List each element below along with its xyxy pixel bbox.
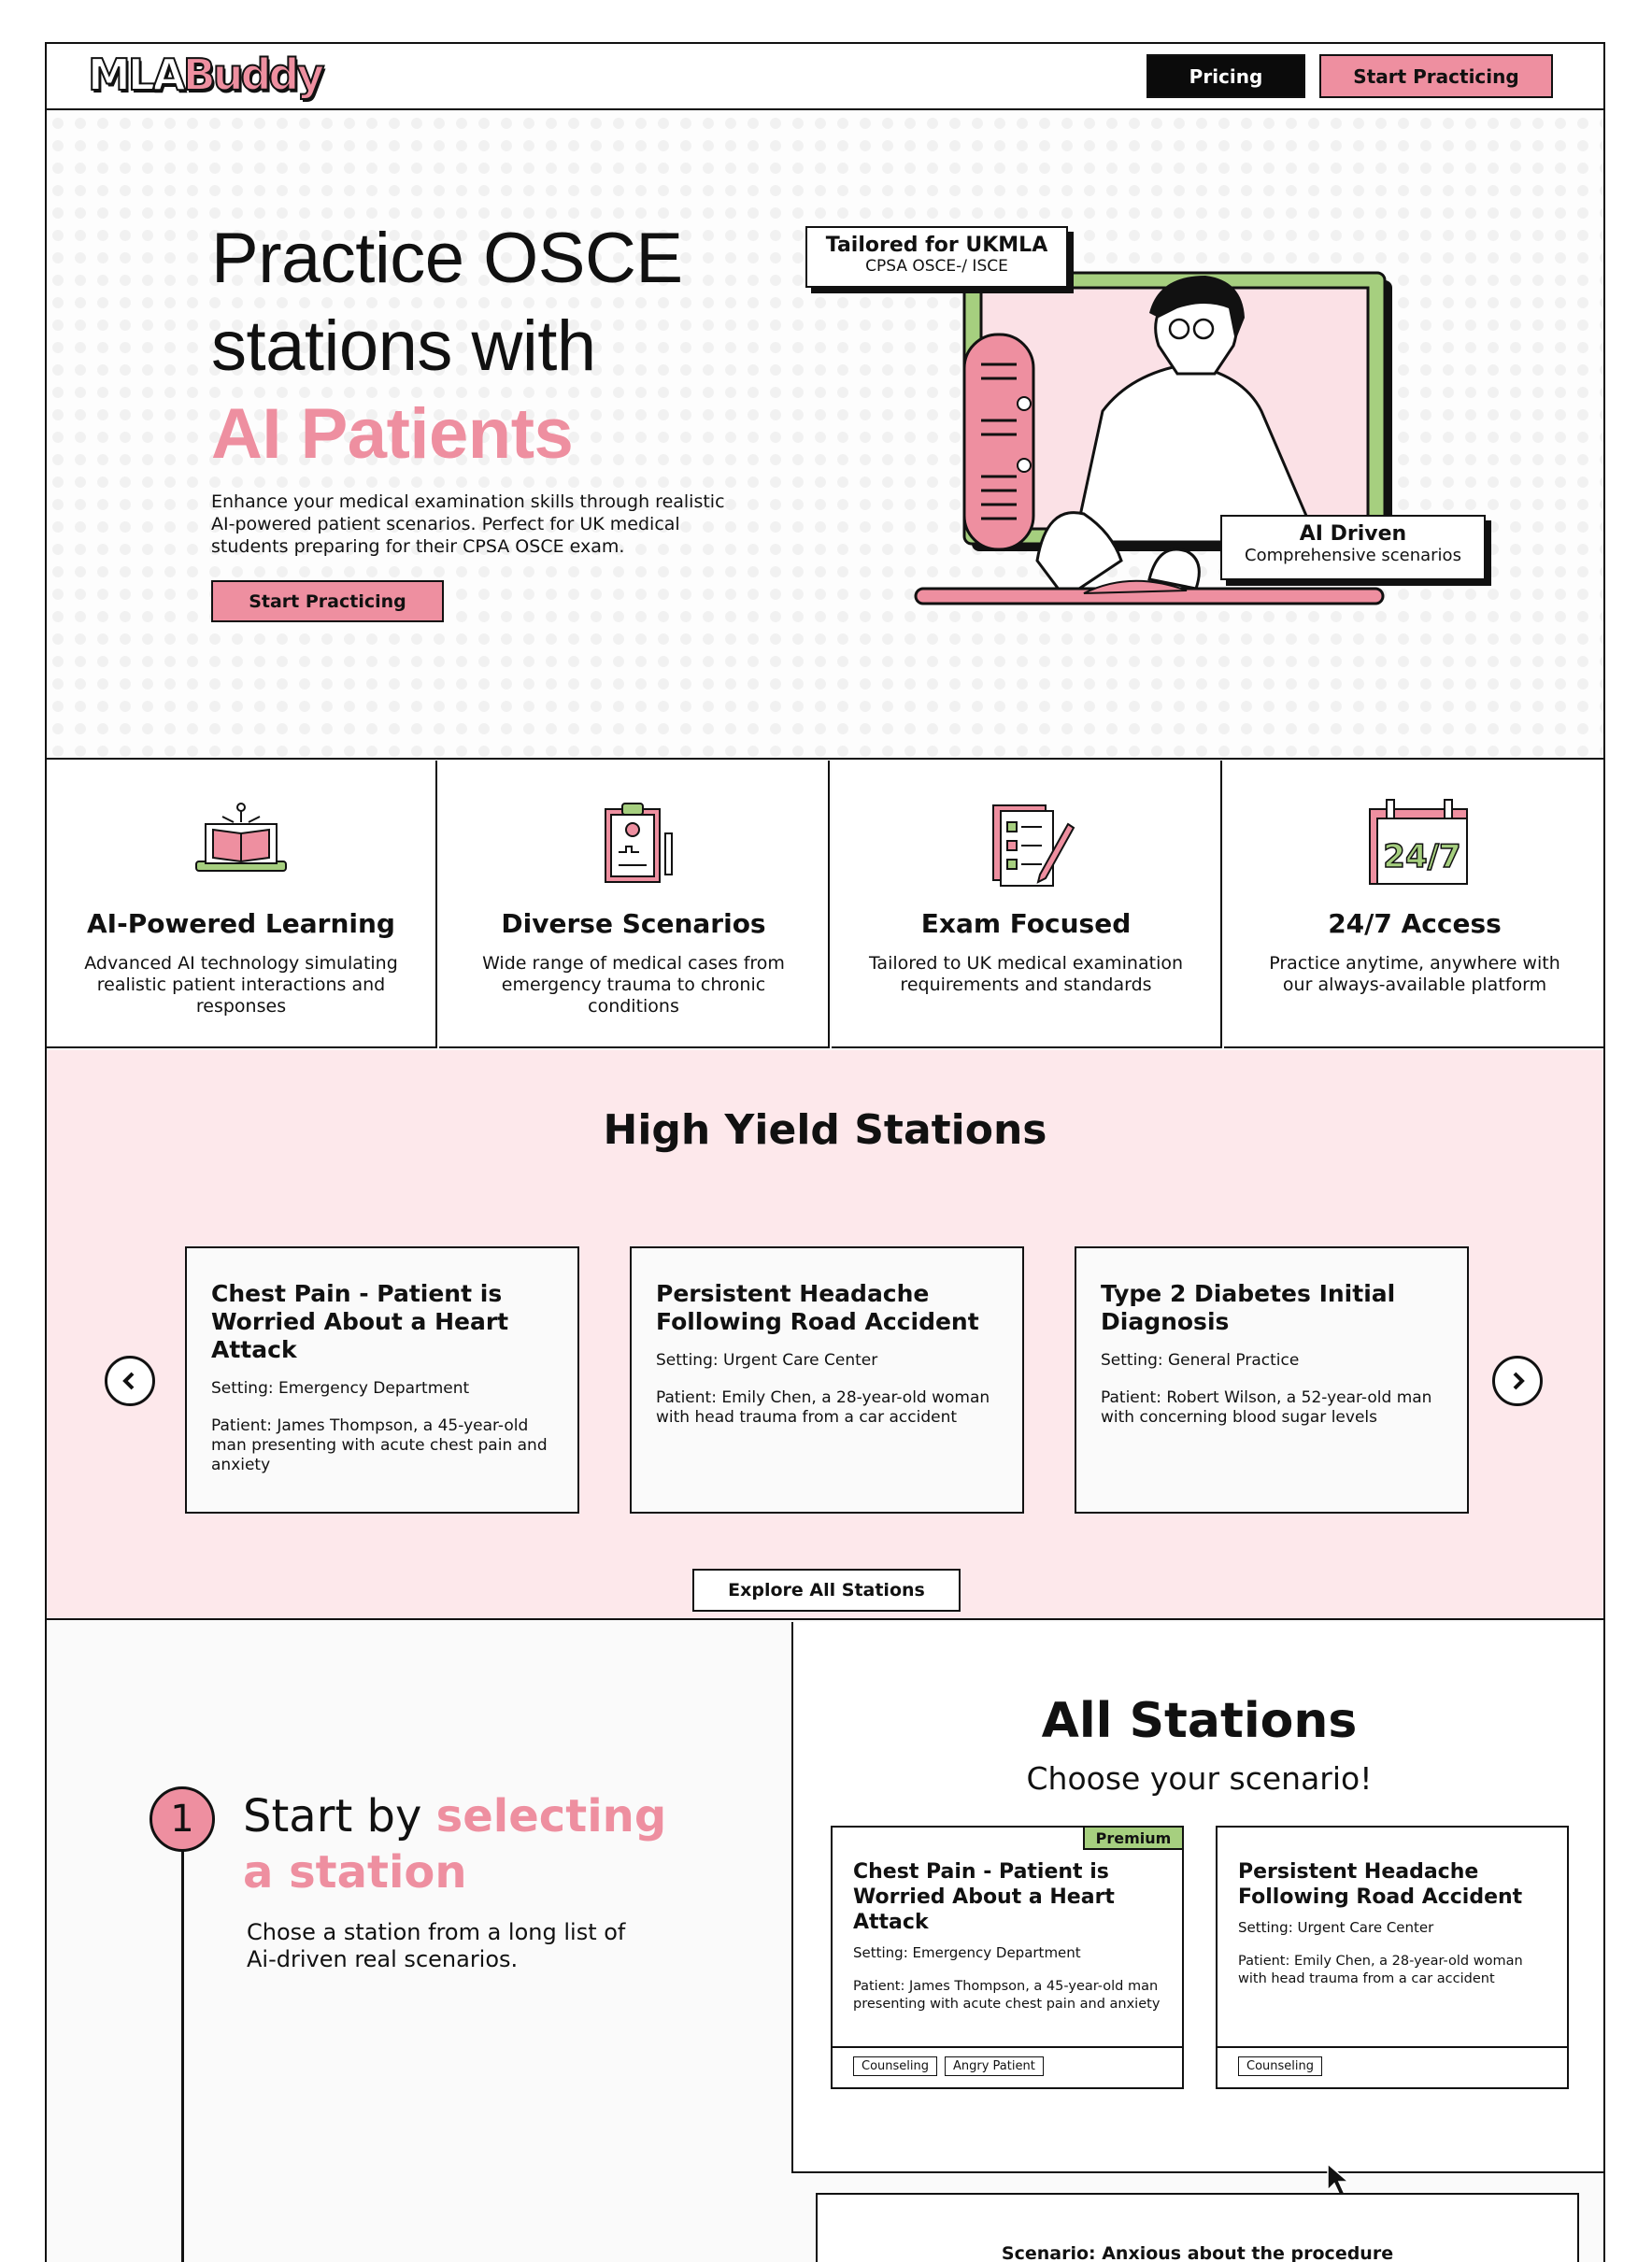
feature-exam-focused: Exam Focused Tailored to UK medical examination requirements and standards [832,761,1222,1048]
step-number-badge: 1 [150,1786,215,1852]
step-title: Start by selecting a station [243,1790,667,1899]
station-card[interactable]: Premium Chest Pain - Patient is Worried About a Heart Attack Setting: Emergency Department Patient: James Thompson, a 45-year-old man presenting with acute chest pain and anxiety Counseling Angry Patient [831,1826,1184,2089]
feature-ai-learning: AI-Powered Learning Advanced AI technology simulating realistic patient interactions and responses [47,761,437,1048]
carousel-next-button[interactable] [1492,1356,1543,1406]
station-tags [833,2046,1182,2087]
station-tags [1218,2046,1567,2087]
chevron-left-icon [119,1370,141,1392]
high-yield-card[interactable]: Type 2 Diabetes Initial Diagnosis Setting: General Practice Patient: Robert Wilson, a 52-year-old man with concerning blood sugar levels [1075,1246,1469,1514]
laptop-book-icon [185,796,297,889]
calendar-247-icon [1359,796,1471,889]
high-yield-card[interactable]: Chest Pain - Patient is Worried About a Heart Attack Setting: Emergency Department Patient: James Thompson, a 45-year-old man presenting with acute chest pain and anxiety [185,1246,579,1514]
tag-chip[interactable]: Counseling [1238,2056,1322,2076]
start-practicing-header-button[interactable]: Start Practicing [1319,54,1553,98]
scenario-preview[interactable]: Scenario: Anxious about the procedure [816,2193,1579,2262]
steps-section [47,1622,790,2262]
carousel-prev-button[interactable] [105,1356,155,1406]
step-description: Chose a station from a long list of Ai-driven real scenarios. [247,1919,626,1972]
station-card[interactable]: Persistent Headache Following Road Accident Setting: Urgent Care Center Patient: Emily Chen, a 28-year-old woman with head trauma from a car accident Counseling [1216,1826,1569,2089]
calendar-text: 24/7 [1383,838,1461,875]
clipboard-patient-icon [587,796,680,889]
high-yield-card[interactable]: Persistent Headache Following Road Accident Setting: Urgent Care Center Patient: Emily Chen, a 28-year-old woman with head trauma from a car accident [630,1246,1024,1514]
feature-24-7-access: 24/7 24/7 Access Practice anytime, anywhere with our always-available platform [1224,761,1605,1048]
all-stations-panel [791,1622,1605,2173]
site-header [47,44,1603,110]
page-frame [45,42,1605,2262]
premium-badge: Premium [1083,1826,1184,1850]
tag-chip[interactable]: Counseling [853,2056,937,2076]
pricing-button[interactable]: Pricing [1146,54,1305,98]
badge-tailored: Tailored for UKMLA CPSA OSCE-/ ISCE [805,226,1068,288]
logo[interactable]: MLABuddy [88,50,322,100]
all-stations-heading: All Stations [1041,1693,1358,1749]
start-practicing-hero-button[interactable]: Start Practicing [211,580,444,622]
chevron-right-icon [1506,1370,1529,1392]
step-timeline-line [181,1800,184,2262]
hero-section [47,112,1603,760]
badge-ai-driven: AI Driven Comprehensive scenarios [1220,515,1486,580]
tag-chip[interactable]: Angry Patient [945,2056,1044,2076]
hero-description: Enhance your medical examination skills through realistic AI-powered patient scenarios. Perfect for UK medical students preparing for their CPSA OSCE exam. [211,491,725,557]
high-yield-section [47,1050,1603,1620]
hero-title: Practice OSCE stations with AI Patients [211,219,683,474]
high-yield-heading: High Yield Stations [603,1106,1047,1154]
explore-all-stations-button[interactable]: Explore All Stations [692,1569,961,1612]
checklist-pencil-icon [975,796,1077,889]
feature-diverse-scenarios: Diverse Scenarios Wide range of medical cases from emergency trauma to chronic conditions [439,761,830,1048]
all-stations-subheading: Choose your scenario! [1026,1760,1373,1797]
